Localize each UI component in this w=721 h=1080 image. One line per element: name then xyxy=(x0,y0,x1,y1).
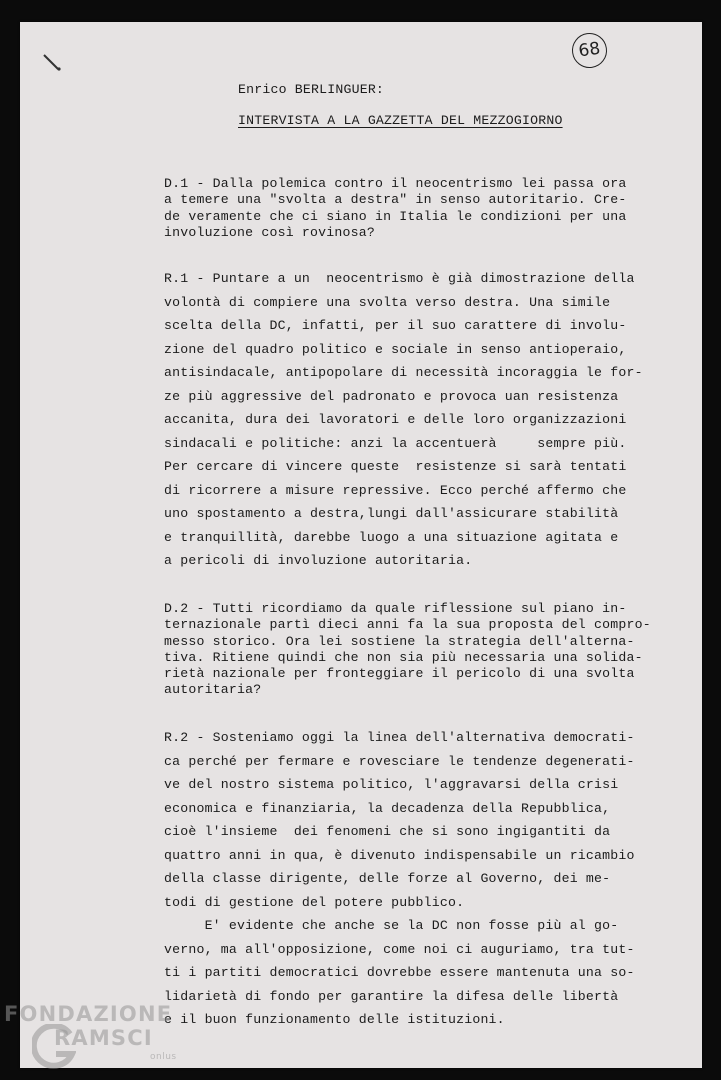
text-line: ze più aggressive del padronato e provoca uan resistenza xyxy=(164,388,619,404)
text-line: a temere una "svolta a destra" in senso autoritario. Cre- xyxy=(164,192,627,208)
question-1 xyxy=(164,176,627,241)
text-line: economica e finanziaria, la decadenza della Repubblica, xyxy=(164,800,611,816)
text-line: involuzione così rovinosa? xyxy=(164,224,375,240)
fondazione-gramsci-watermark xyxy=(4,1002,184,1077)
text-line: uno spostamento a destra,lungi dall'assicurare stabilità xyxy=(164,506,619,521)
text-line: R.2 - Sosteniamo oggi la linea dell'alternativa democrati- xyxy=(164,730,635,745)
text-line: autoritaria? xyxy=(164,682,262,698)
text-line: della classe dirigente, delle forze al Governo, dei me- xyxy=(164,871,611,886)
text-line: R.1 - Puntare a un neocentrismo è già dimostrazione della xyxy=(164,271,635,286)
text-line: ve del nostro sistema politico, l'aggravarsi della crisi xyxy=(164,777,619,792)
watermark-line-3: onlus xyxy=(150,1052,177,1062)
text-line: quattro anni in qua, è divenuto indispensabile un ricambio xyxy=(164,847,635,863)
text-line: di ricorrere a misure repressive. Ecco perché affermo che xyxy=(164,482,627,498)
text-line: a pericoli di involuzione autoritaria. xyxy=(164,553,473,568)
watermark-line-2: RAMSCI xyxy=(54,1026,153,1050)
text-line: sindacali e politiche: anzi la accentuerà sempre più. xyxy=(164,435,627,451)
text-line: Per cercare di vincere queste resistenze si sarà tentati xyxy=(164,459,627,474)
text-line: antisindacale, antipopolare di necessità incoraggia le for- xyxy=(164,365,643,380)
text-line: e tranquillità, darebbe luogo a una situazione agitata e xyxy=(164,529,619,545)
text-line: messo storico. Ora lei sostiene la strategia dell'alterna- xyxy=(164,633,635,649)
text-line: e il buon funzionamento delle istituzioni. xyxy=(164,1012,505,1027)
text-line: scelta della DC, infatti, per il suo carattere di involu- xyxy=(164,318,627,333)
text-line: verno, ma all'opposizione, come noi ci auguriamo, tra tut- xyxy=(164,941,635,957)
text-line: zione del quadro politico e sociale in senso antioperaio, xyxy=(164,341,627,357)
text-line: ternazionale partì dieci anni fa la sua proposta del compro- xyxy=(164,617,651,633)
text-line: rietà nazionale per fronteggiare il pericolo di una svolta xyxy=(164,666,635,682)
text-line: volontà di compiere una svolta verso destra. Una simile xyxy=(164,294,611,310)
text-line: tiva. Ritiene quindi che non sia più necessaria una solida- xyxy=(164,649,643,665)
staple-mark-icon xyxy=(42,52,64,72)
text-line: cioè l'insieme dei fenomeni che si sono ingigantiti da xyxy=(164,824,611,839)
text-line: ti i partiti democratici dovrebbe essere mantenuta una so- xyxy=(164,965,635,980)
text-line: lidarietà di fondo per garantire la difesa delle libertà xyxy=(164,988,619,1004)
page-number: 68 xyxy=(570,31,610,71)
text-line: D.2 - Tutti ricordiamo da quale riflessione sul piano in- xyxy=(164,601,627,616)
question-2 xyxy=(164,601,651,699)
text-line: ca perché per fermare e rovesciare le tendenze degenerati- xyxy=(164,753,635,769)
document-title: INTERVISTA A LA GAZZETTA DEL MEZZOGIORNO xyxy=(238,113,563,128)
watermark-line-1: FONDAZIONE xyxy=(4,1002,173,1026)
text-line: E' evidente che anche se la DC non fosse più al go- xyxy=(164,918,619,933)
text-line: de veramente che ci siano in Italia le condizioni per una xyxy=(164,208,627,224)
text-line: todi di gestione del potere pubblico. xyxy=(164,894,465,910)
text-line: D.1 - Dalla polemica contro il neocentrismo lei passa ora xyxy=(164,176,627,191)
author-heading: Enrico BERLINGUER: xyxy=(238,82,385,97)
answer-2 xyxy=(164,726,635,1032)
text-line: accanita, dura dei lavoratori e delle loro organizzazioni xyxy=(164,412,627,427)
answer-1 xyxy=(164,267,643,573)
